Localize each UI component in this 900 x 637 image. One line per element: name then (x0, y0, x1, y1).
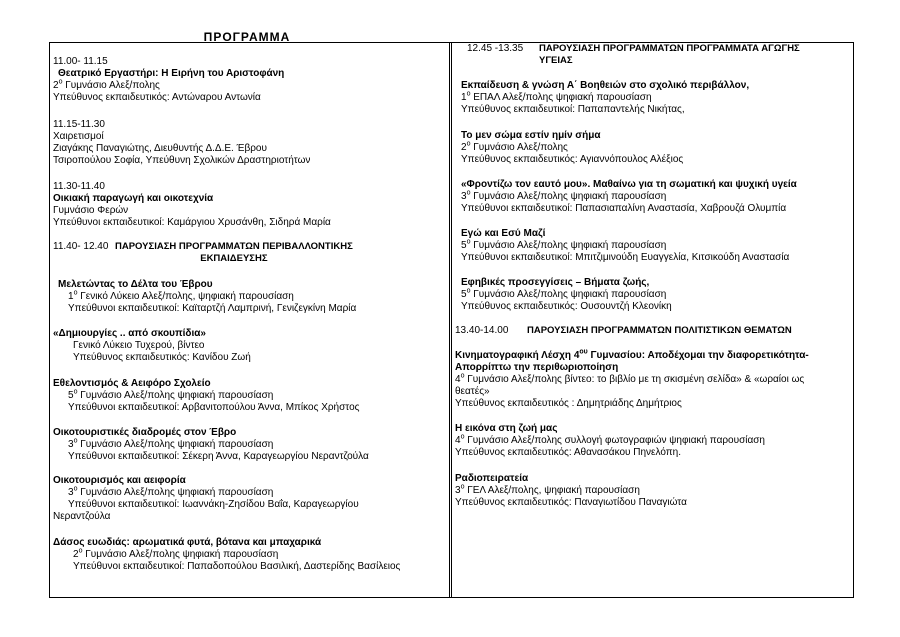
program-teacher: Υπεύθυνοι εκπαιδευτικοί: Σέκερη Άννα, Καραγεωργίου Νεραντζούλα (68, 451, 369, 462)
program-title: Μελετώντας το Δέλτα του Έβρου (58, 279, 213, 290)
session-time: 11.00- 11.15 (53, 56, 108, 67)
section-heading: ΠΑΡΟΥΣΙΑΣΗ ΠΡΟΓΡΑΜΜΑΤΩΝ ΠΟΛΙΤΙΣΤΙΚΩΝ ΘΕΜΑΤΩΝ (527, 325, 792, 336)
program-body (461, 130, 856, 166)
program-title: «Φροντίζω τον εαυτό μου». Μαθαίνω για τη σωματική και ψυχική υγεία (461, 179, 797, 190)
session-title: Χαιρετισμοί (53, 131, 104, 142)
program-school: Γενικό Λύκειο Τυχερού, βίντεο (73, 340, 205, 351)
program-title: Εγώ και Εσύ Μαζί (461, 228, 546, 239)
program-school: $5^o$ Γυμνάσιο Αλεξ/πολης ψηφιακή παρουσίαση (461, 287, 667, 300)
program-title: Οικοτουριστικές διαδρομές στον Έβρο (53, 427, 237, 438)
session-household (53, 181, 443, 229)
program-teacher: Υπεύθυνος εκπαιδευτικός : Δημητριάδης Δημήτριος (455, 398, 682, 409)
page-title: ΠΡΟΓΡΑΜΜΑ (203, 30, 291, 44)
program-school: $1^o$ ΕΠΑΛ Αλεξ/πολης ψηφιακή παρουσίαση (461, 90, 652, 103)
program-teacher: Υπεύθυνοι εκπαιδευτικοί: Παπασιαπαλίνη Αναστασία, Χαβρουζά Ολυμπία (461, 203, 787, 214)
program-title: Η εικόνα στη ζωή μας (455, 423, 558, 434)
program-title: Ραδιοπειρατεία (455, 473, 529, 484)
program-teacher: Υπεύθυνος εκπαιδευτικός: Κανίδου Ζωή (73, 352, 251, 363)
program-school: $1^o$ Γενικό Λύκειο Αλεξ/πολης, ψηφιακή παρουσίαση (68, 289, 294, 302)
section-time: 12.45 -13.35 (467, 43, 524, 54)
speaker-line: Τσιροπούλου Σοφία, Υπεύθυνη Σχολικών Δραστηριοτήτων (53, 155, 311, 166)
session-time: 11.15-11.30 (53, 119, 105, 130)
session-time: 11.30-11.40 (53, 181, 105, 192)
program-teacher: Υπεύθυνος εκπαιδευτικός: Αγιαννόπουλος Αλέξιος (461, 154, 684, 165)
program-title-cont: Απορρίπτω την περιθωριοποίηση (455, 362, 619, 373)
program-teacher: Υπεύθυνοι εκπαιδευτικοί: Παπαδοπούλου Βασιλική, Δαστερίδης Βασίλειος (73, 561, 401, 572)
program-school: $5^o$ Γυμνάσιο Αλεξ/πολης ψηφιακή παρουσίαση (461, 238, 667, 251)
program-school: $2^o$ Γυμνάσιο Αλεξ/πολης ψηφιακή παρουσίαση (73, 547, 279, 560)
session-greetings (53, 119, 443, 167)
program-title: Εκπαίδευση & γνώση Α΄ Βοηθειών στο σχολικό περιβάλλον, (461, 80, 750, 91)
program-ecotour-routes (53, 427, 443, 463)
program-school-cont: θεατές» (455, 386, 490, 397)
session-school: $2^o$ Γυμνάσιο Αλεξ/πολης (53, 78, 160, 91)
program-teacher: Υπεύθυνοι εκπαιδευτικοί: Μπιτζιμινούδη Ευαγγελία, Κιτσικούδη Αναστασία (461, 252, 790, 263)
section-time: 11.40- 12.40 (53, 241, 109, 252)
session-title: Θεατρικό Εργαστήρι: Η Ειρήνη του Αριστοφάνη (58, 68, 285, 79)
program-school: $3^o$ Γυμνάσιο Αλεξ/πολης ψηφιακή παρουσίαση (68, 437, 274, 450)
program-teacher: Υπεύθυνοι εκπαιδευτικοί: Ιωαννάκη-Ζησίδου Βαΐα, Καραγεωργίου (68, 499, 359, 510)
program-volunteering (53, 378, 443, 414)
session-school: Γυμνάσιο Φερών (53, 205, 129, 216)
section-heading-cont: ΕΚΠΑΙΔΕΥΣΗΣ (200, 253, 268, 264)
section-time: 13.40-14.00 (455, 325, 509, 336)
program-teacher: Υπεύθυνοι εκπαιδευτικοί: Αρβανιτοπούλου Άννα, Μπίκος Χρήστος (68, 402, 360, 413)
program-school: $3^o$ Γυμνάσιο Αλεξ/πολης ψηφιακή παρουσίαση (461, 189, 667, 202)
program-radio (455, 473, 850, 509)
session-theatre (53, 56, 443, 104)
program-adolescent (461, 277, 856, 313)
program-title: «Δημιουργίες .. από σκουπίδια» (53, 328, 206, 339)
section-health (467, 43, 862, 67)
program-ecotourism (53, 475, 443, 523)
program-teacher: Υπεύθυνος εκπαιδευτικοί: Παπαπαντελής Νικήτας, (461, 104, 685, 115)
program-together (461, 228, 856, 264)
program-image (455, 423, 850, 459)
program-title: Οικοτουρισμός και αειφορία (53, 475, 186, 486)
program-creations (53, 328, 443, 364)
program-teacher: Υπεύθυνος εκπαιδευτικός: Αθανασάκου Πηνελόπη. (455, 447, 682, 458)
program-first-aid (461, 80, 856, 116)
program-school: $4^o$ Γυμνάσιο Αλεξ/πολης βίντεο: το βιβλίο με τη σκισμένη σελίδα» & «ωραίοι ως (455, 372, 805, 385)
program-teacher: Υπεύθυνος εκπαιδευτικός: Παναγιωτίδου Παναγιώτα (455, 497, 687, 508)
program-school: $4^o$ Γυμνάσιο Αλεξ/πολης συλλογή φωτογραφιών ψηφιακή παρουσίαση (455, 433, 765, 446)
program-teacher-cont: Νεραντζούλα (53, 511, 111, 522)
program-teacher: Υπεύθυνοι εκπαιδευτικοί: Καϊταρτζή Λαμπρινή, Γενιζεγκίνη Μαρία (68, 303, 357, 314)
program-school: $5^o$ Γυμνάσιο Αλεξ/πολης ψηφιακή παρουσίαση (68, 388, 274, 401)
program-cinema-club (455, 350, 850, 410)
program-forest (53, 537, 443, 573)
program-school: $3^o$ Γυμνάσιο Αλεξ/πολης ψηφιακή παρουσίαση (68, 485, 274, 498)
program-self-care (461, 179, 856, 215)
section-heading-cont: ΥΓΕΙΑΣ (539, 55, 573, 66)
program-title: Το μεν σώμα εστίν ημίν σήμα (461, 130, 601, 141)
section-heading: ΠΑΡΟΥΣΙΑΣΗ ΠΡΟΓΡΑΜΜΑΤΩΝ ΠΕΡΙΒΑΛΛΟΝΤΙΚΗΣ (115, 241, 353, 252)
program-title: Εφηβικές προσεγγίσεις – Βήματα ζωής, (461, 277, 650, 288)
column-divider (449, 42, 452, 598)
session-teacher: Υπεύθυνος εκπαιδευτικός: Αντώναρου Αντωνία (53, 92, 261, 103)
program-title: Δάσος ευωδιάς: αρωματικά φυτά, βότανα και μπαχαρικά (53, 537, 322, 548)
program-school: $3^o$ ΓΕΛ Αλεξ/πολης, ψηφιακή παρουσίαση (455, 483, 640, 496)
section-environmental (53, 241, 443, 265)
session-teacher: Υπεύθυνοι εκπαιδευτικοί: Καμάργιου Χρυσάνθη, Σιδηρά Μαρία (53, 217, 331, 228)
section-cultural (455, 325, 850, 337)
speaker-line: Ζιαγάκης Παναγιώτης, Διευθυντής Δ.Δ.Ε. Έβρου (53, 143, 267, 154)
session-title: Οικιακή παραγωγή και οικοτεχνία (53, 193, 214, 204)
section-heading: ΠΑΡΟΥΣΙΑΣΗ ΠΡΟΓΡΑΜΜΑΤΩΝ ΠΡΟΓΡΑΜΜΑΤΑ ΑΓΩΓΗΣ (539, 43, 800, 54)
program-delta (53, 279, 443, 315)
program-title: Κινηματογραφική Λέσχη $4^{o\upsilon}$ Γυμνασίου: Αποδέχομαι την διαφορετικότητα- (455, 348, 809, 361)
program-school: $2^o$ Γυμνάσιο Αλεξ/πολης (461, 140, 568, 153)
program-title: Εθελοντισμός & Αειφόρο Σχολείο (53, 378, 211, 389)
program-teacher: Υπεύθυνος εκπαιδευτικός: Ουσουντζή Κλεονίκη (461, 301, 672, 312)
